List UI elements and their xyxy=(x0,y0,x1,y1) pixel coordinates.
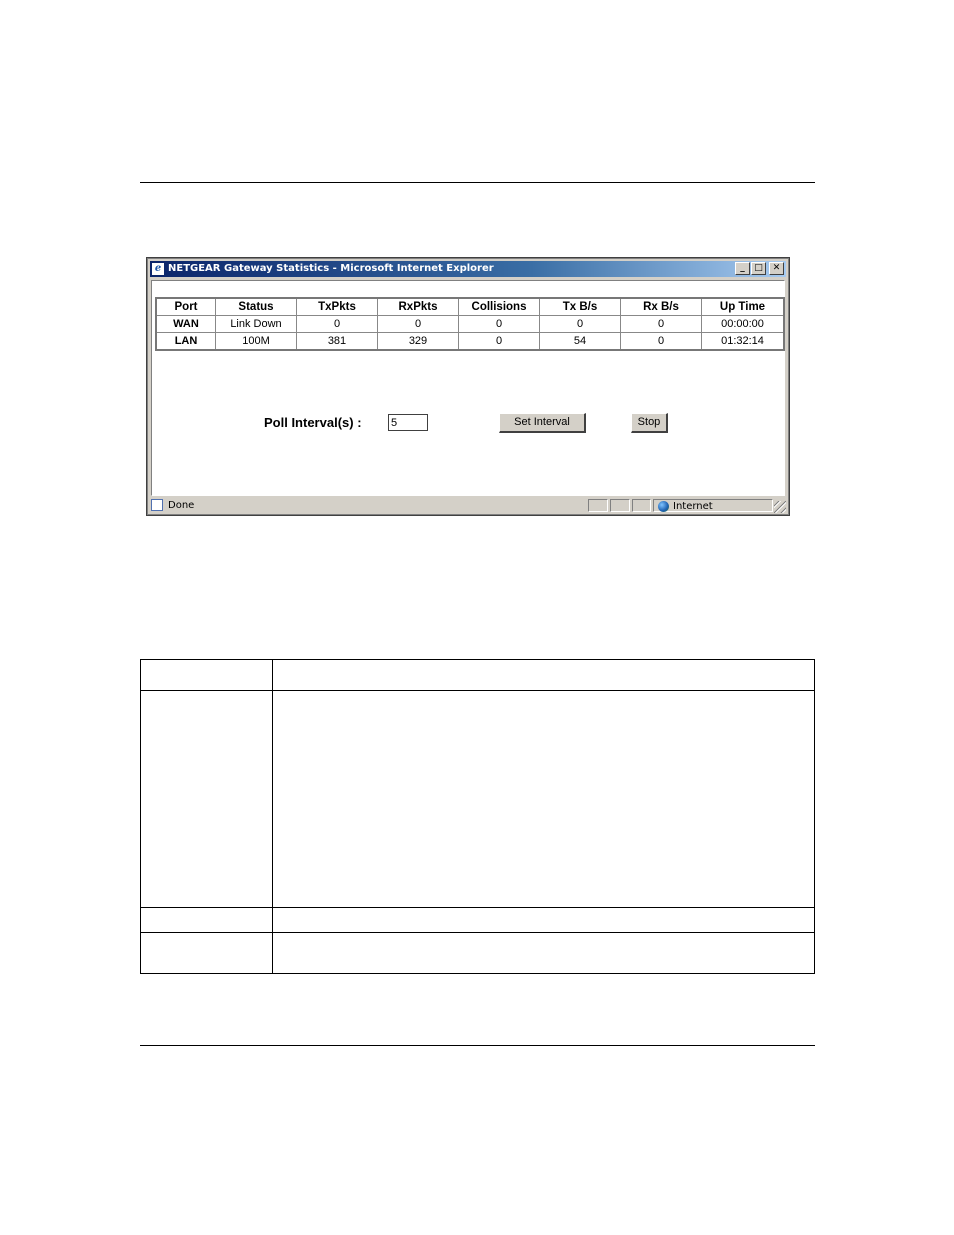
status-text: Done xyxy=(168,500,195,511)
statistics-table xyxy=(155,297,785,351)
poll-interval-label: Poll Interval(s) : xyxy=(264,415,362,430)
table-header-row xyxy=(156,298,784,316)
page-content xyxy=(151,280,785,496)
column-header: Status xyxy=(216,298,297,316)
window-controls xyxy=(734,262,784,276)
table-row xyxy=(141,660,815,691)
table-cell xyxy=(141,691,273,908)
page-icon xyxy=(151,499,163,511)
close-button[interactable]: ✕ xyxy=(769,262,784,275)
zone-text: Internet xyxy=(673,501,713,512)
table-row xyxy=(156,316,784,333)
uptime-cell: 01:32:14 xyxy=(702,333,785,351)
port-cell: LAN xyxy=(156,333,216,351)
status-panel xyxy=(588,499,608,512)
status-panel xyxy=(632,499,651,512)
table-cell xyxy=(273,933,815,974)
table-cell xyxy=(273,660,815,691)
maximize-button[interactable]: □ xyxy=(751,262,766,275)
window-title: NETGEAR Gateway Statistics - Microsoft Internet Explorer xyxy=(168,263,494,274)
table-cell xyxy=(141,908,273,933)
table-row xyxy=(141,691,815,908)
column-header: Port xyxy=(156,298,216,316)
status-cell: Link Down xyxy=(216,316,297,333)
column-header: RxPkts xyxy=(378,298,459,316)
collisions-cell: 0 xyxy=(459,333,540,351)
status-cell: 100M xyxy=(216,333,297,351)
stop-button[interactable]: Stop xyxy=(631,413,668,433)
column-header: Rx B/s xyxy=(621,298,702,316)
resize-grip-icon[interactable] xyxy=(774,501,786,513)
tx-bps-cell: 0 xyxy=(540,316,621,333)
txpkts-cell: 0 xyxy=(297,316,378,333)
rx-bps-cell: 0 xyxy=(621,316,702,333)
column-header: Tx B/s xyxy=(540,298,621,316)
table-cell xyxy=(141,660,273,691)
column-header: Up Time xyxy=(702,298,785,316)
footer-rule xyxy=(140,1045,815,1046)
browser-window xyxy=(147,258,789,515)
port-cell: WAN xyxy=(156,316,216,333)
uptime-cell: 00:00:00 xyxy=(702,316,785,333)
minimize-button[interactable]: _ xyxy=(735,262,750,275)
table-cell xyxy=(141,933,273,974)
globe-icon xyxy=(658,501,669,512)
collisions-cell: 0 xyxy=(459,316,540,333)
ie-icon: e xyxy=(152,263,164,275)
table-cell xyxy=(273,908,815,933)
security-zone xyxy=(653,499,773,512)
header-rule xyxy=(140,182,815,183)
table-row xyxy=(141,933,815,974)
description-table xyxy=(140,659,815,974)
poll-interval-input[interactable] xyxy=(388,414,428,431)
set-interval-button[interactable]: Set Interval xyxy=(499,413,586,433)
status-bar xyxy=(150,498,786,513)
table-row xyxy=(141,908,815,933)
title-bar[interactable] xyxy=(150,261,786,277)
rx-bps-cell: 0 xyxy=(621,333,702,351)
rxpkts-cell: 0 xyxy=(378,316,459,333)
table-row xyxy=(156,333,784,351)
table-cell xyxy=(273,691,815,908)
status-panel xyxy=(610,499,630,512)
column-header: TxPkts xyxy=(297,298,378,316)
column-header: Collisions xyxy=(459,298,540,316)
tx-bps-cell: 54 xyxy=(540,333,621,351)
txpkts-cell: 381 xyxy=(297,333,378,351)
rxpkts-cell: 329 xyxy=(378,333,459,351)
